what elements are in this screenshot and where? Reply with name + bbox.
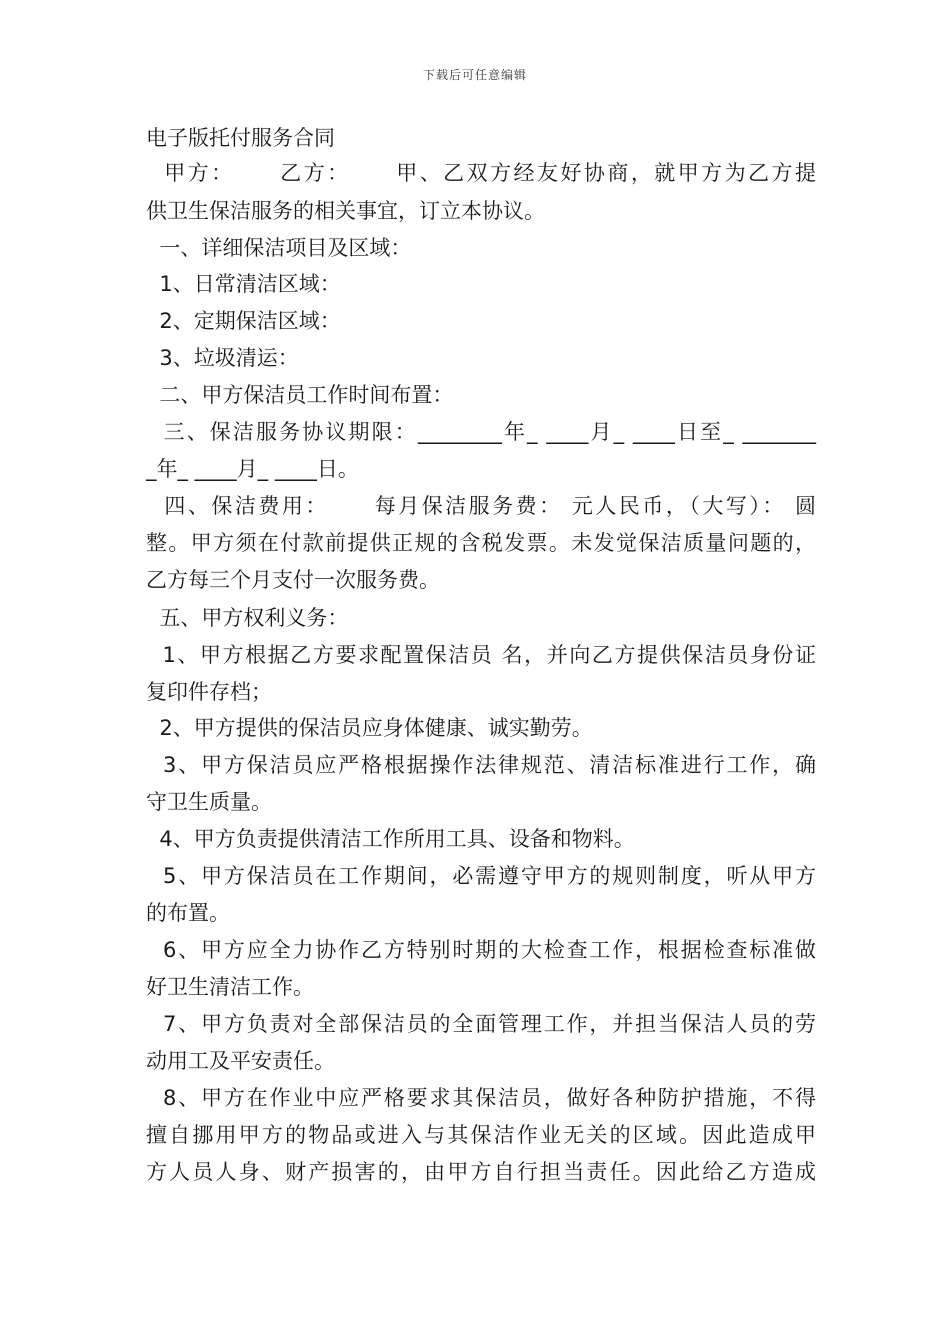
list-item: 5、甲方保洁员在工作期间，必需遵守甲方的规则制度，听从甲方 <box>146 864 816 888</box>
paragraph-line: 动用工及平安责任。 <box>146 1049 335 1073</box>
section-heading: 三、保洁服务协议期限：________年_ ____月_ ____日至_ _______ <box>146 420 816 444</box>
list-item: 8、甲方在作业中应严格要求其保洁员，做好各种防护措施，不得 <box>146 1086 816 1110</box>
paragraph-line: 整。甲方须在付款前提供正规的含税发票。未发觉保洁质量问题的， <box>146 531 816 555</box>
list-item: 3、垃圾清运： <box>146 346 299 370</box>
paragraph-line: 乙方每三个月支付一次服务费。 <box>146 568 440 592</box>
list-item: 7、甲方负责对全部保洁员的全面管理工作，并担当保洁人员的劳 <box>146 1012 816 1036</box>
section-heading: 五、甲方权利义务： <box>146 606 349 630</box>
list-item: 1、甲方根据乙方要求配置保洁员 名，并向乙方提供保洁员身份证 <box>146 643 816 667</box>
paragraph-line: 的布置。 <box>146 901 230 925</box>
section-heading: 一、详细保洁项目及区域： <box>146 236 412 260</box>
list-item: 2、定期保洁区域： <box>146 309 341 333</box>
section-heading: 二、甲方保洁员工作时间布置： <box>146 383 454 407</box>
list-item: 2、甲方提供的保洁员应身体健康、诚实勤劳。 <box>146 716 593 740</box>
paragraph-line: 供卫生保洁服务的相关事宜，订立本协议。 <box>146 199 545 223</box>
paragraph-line: 甲方： 乙方： 甲、乙双方经友好协商，就甲方为乙方提 <box>146 161 816 185</box>
paragraph-line: 擅自挪用甲方的物品或进入与其保洁作业无关的区域。因此造成甲 <box>146 1123 816 1147</box>
paragraph-line: 守卫生质量。 <box>146 790 272 814</box>
section-heading: 四、保洁费用： 每月保洁服务费： 元人民币，（大写）： 圆 <box>146 494 816 518</box>
page-header: 下载后可任意编辑 <box>422 68 527 82</box>
list-item: 3、甲方保洁员应严格根据操作法律规范、清洁标准进行工作，确 <box>146 753 816 777</box>
document-title: 电子版托付服务合同 <box>146 126 335 150</box>
list-item: 1、日常清洁区域： <box>146 272 341 296</box>
list-item: 6、甲方应全力协作乙方特别时期的大检查工作，根据检查标准做 <box>146 938 816 962</box>
paragraph-line: 方人员人身、财产损害的，由甲方自行担当责任。因此给乙方造成 <box>146 1160 816 1184</box>
paragraph-line: 好卫生清洁工作。 <box>146 975 314 999</box>
paragraph-line: 复印件存档； <box>146 680 272 704</box>
paragraph-line: _年_ ____月_ ____日。 <box>146 457 359 481</box>
list-item: 4、甲方负责提供清洁工作所用工具、设备和物料。 <box>146 827 635 851</box>
